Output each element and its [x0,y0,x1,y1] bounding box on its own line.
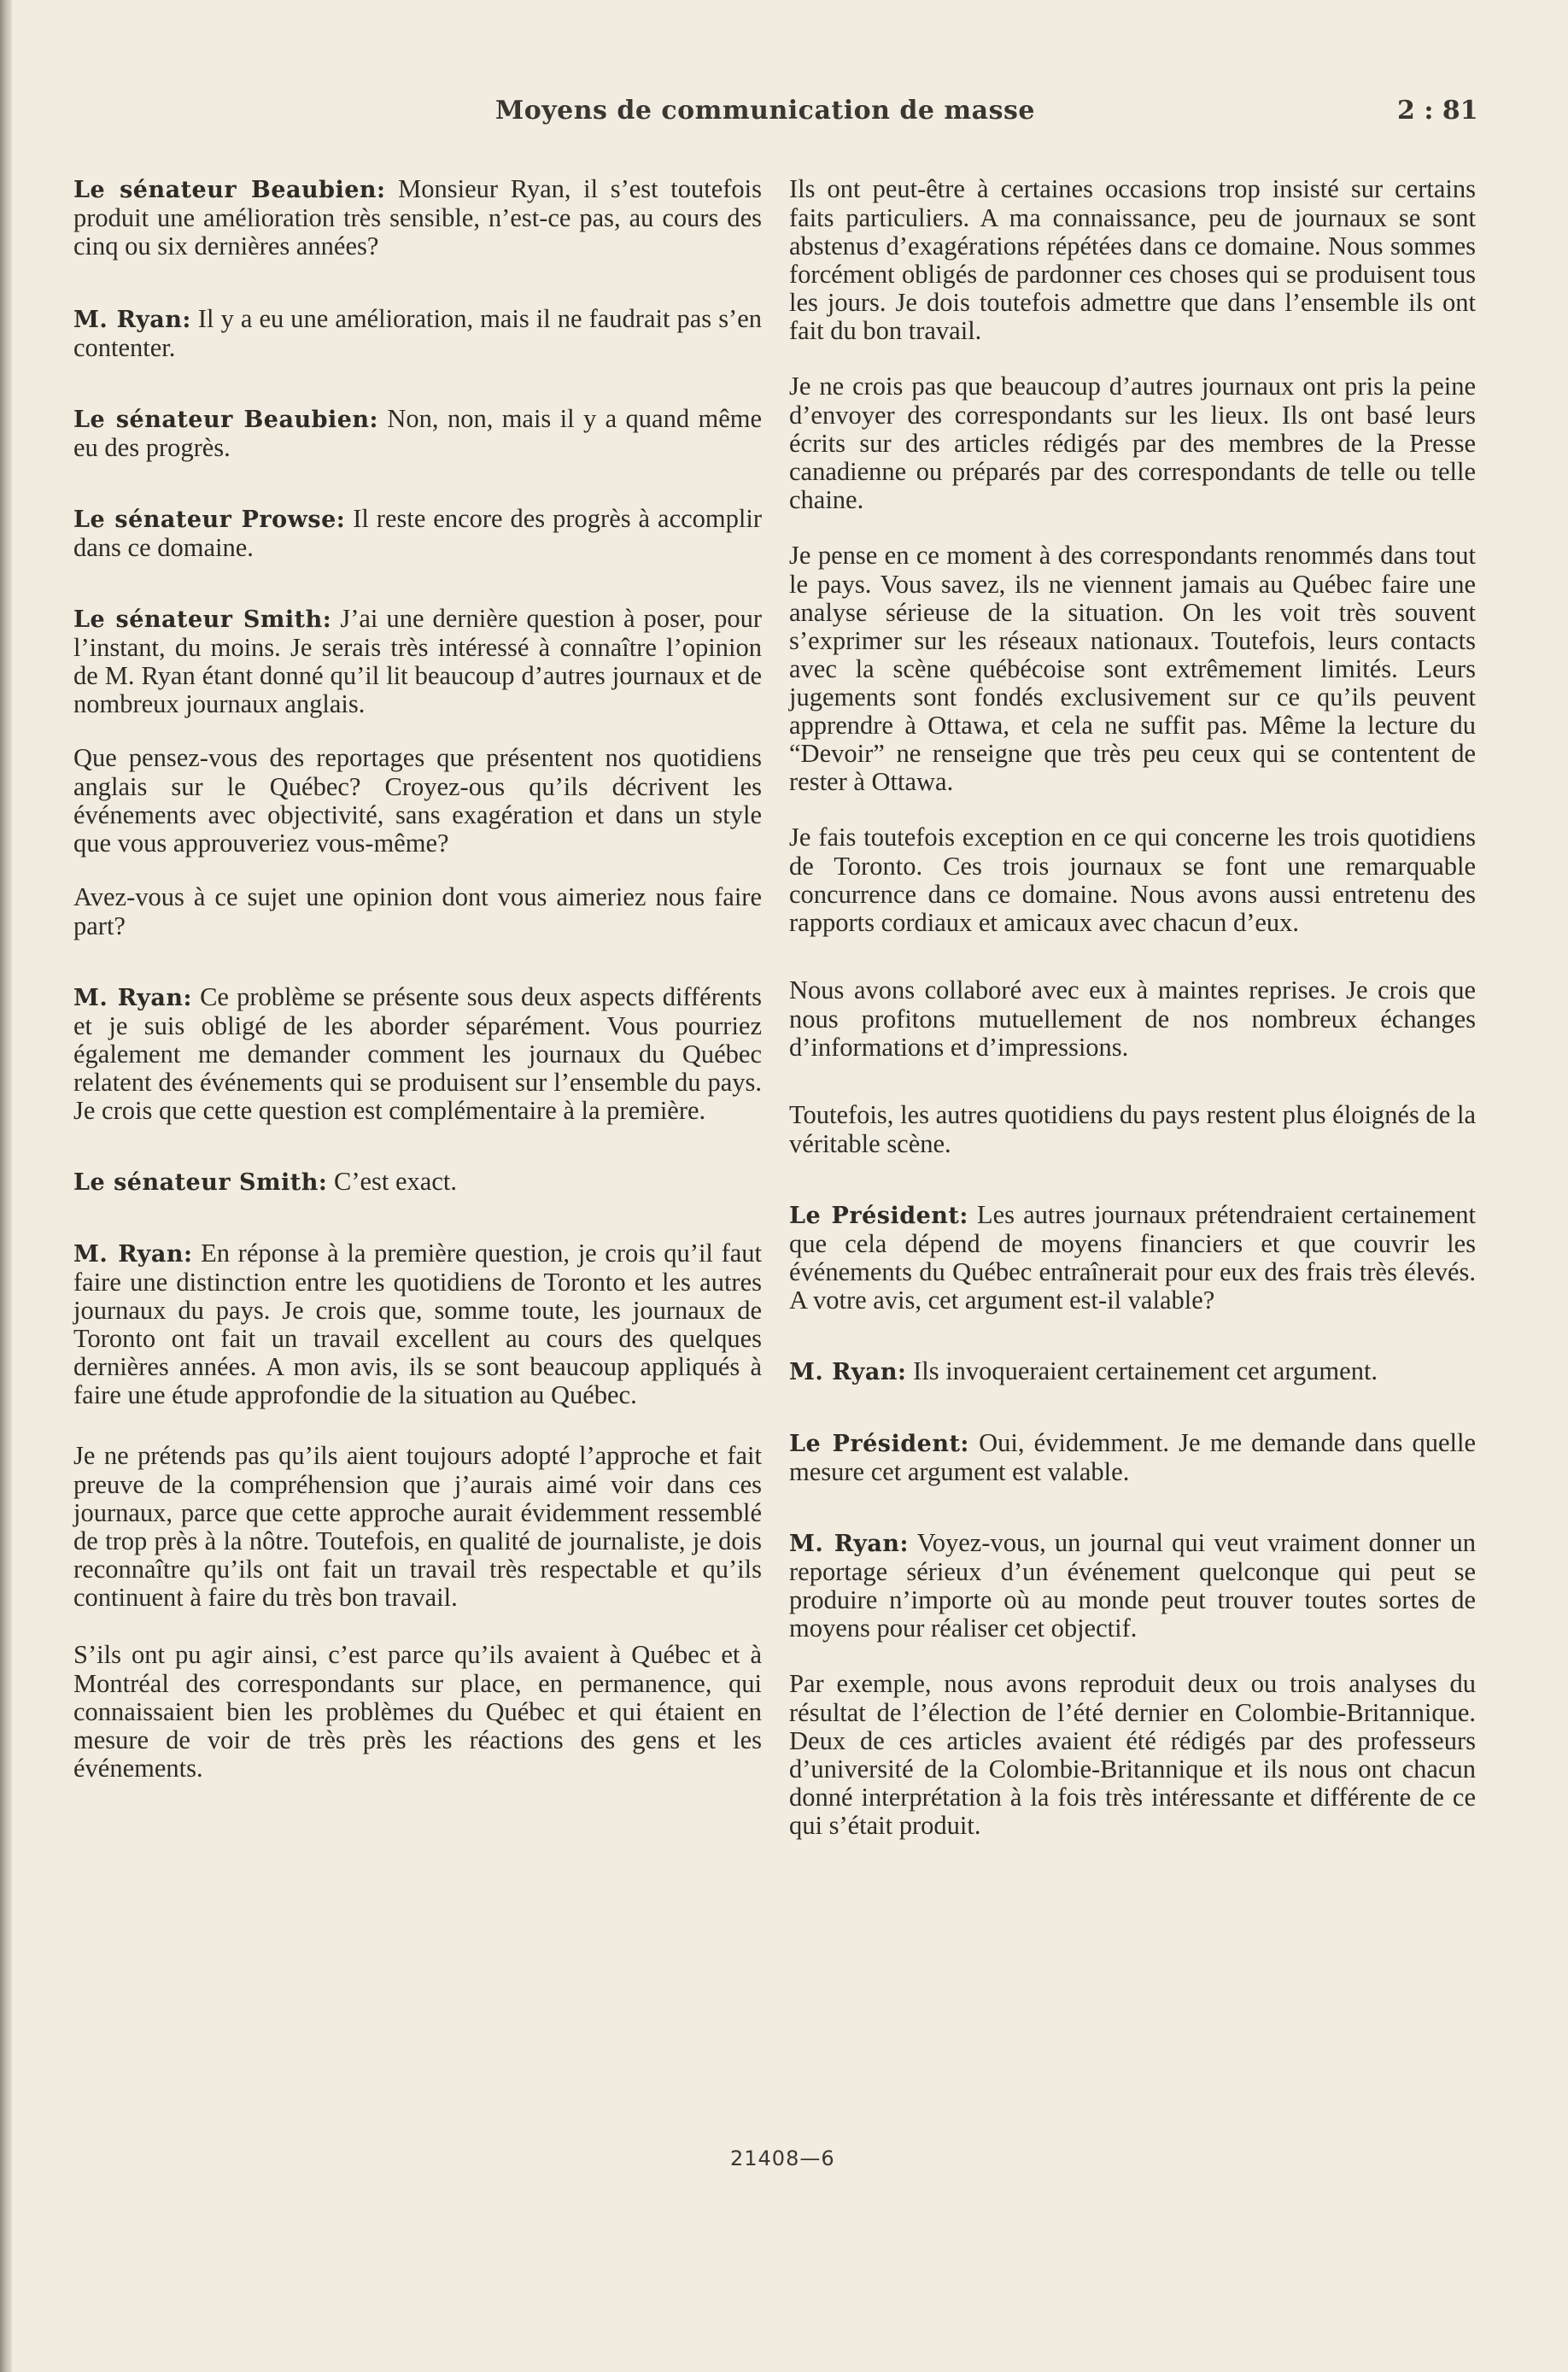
speaker-label: Le sénateur Beaubien: [73,407,379,433]
paragraph-text: Je pense en ce moment à des correspondants renommés dans tout le pays. Vous savez, ils ne viennent jamais au Québec faire une analyse sérieuse de la situation. On les voit très souvent s’exprimer sur les réseaux nationaux. Toutefois, leurs contacts avec la scène québécoise sont extrêmement limités. Leurs jugements sont fondés exclusivement sur ce qu’ils peuvent apprendre à Ottawa, et cela ne suffit pas. Même la lecture du “Devoir” ne renseigne que très peu ceux qui se contentent de rester à Ottawa. [789,541,1476,796]
paragraph-text: Ils invoqueraient certainement cet argument. [906,1356,1378,1385]
running-head-title: Moyens de communication de masse [495,96,1035,126]
paragraph-text: Nous avons collaboré avec eux à maintes reprises. Je crois que nous profitons mutuellement de nos nombreux échanges d’informations et d’impressions. [789,975,1476,1062]
paragraph-text: Je ne prétends pas qu’ils aient toujours adopté l’approche et fait preuve de la compréhension que j’aurais aimé voir dans ces journaux, parce que cette approche aurait évidemment ressemblé de trop près à la nôtre. Toutefois, en qualité de journaliste, je dois reconnaître qu’ils ont fait un travail très respectable et qu’ils continuent à faire du très bon travail. [73,1441,762,1612]
speaker-label: M. Ryan: [73,1241,193,1268]
speaker-label: Le sénateur Prowse: [73,507,346,533]
paragraph [73,1442,762,1612]
paragraph [73,175,762,261]
speaker-label: M. Ryan: [73,307,191,333]
paragraph [789,542,1476,796]
paragraph [73,744,762,858]
speaker-label: Le sénateur Smith: [73,606,332,633]
paragraph-text: Oui, évidemment. Je me demande dans quelle mesure cet argument est valable. [789,1428,1476,1486]
paragraph-text: Ce problème se présente sous deux aspects différents et je suis obligé de les aborder séparément. Vous pourriez également me demander comment les journaux du Québec relatent des événements qui se produisent sur l’ensemble du pays. Je crois que cette question est complémentaire à la première. [73,982,762,1125]
page-binding-edge [0,0,12,2372]
paragraph-text: Je fais toutefois exception en ce qui concerne les trois quotidiens de Toronto. Ces trois journaux se font une remarquable concurrence dans ce domaine. Nous avons aussi entretenu des rapports cordiaux et amicaux avec chacun d’eux. [789,823,1476,937]
paragraph [789,1101,1476,1158]
paragraph [73,505,762,562]
left-column [73,175,762,1783]
paragraph-text: C’est exact. [327,1167,457,1196]
paragraph [73,1641,762,1783]
speaker-label: M. Ryan: [789,1359,907,1385]
speaker-label: Le Président: [789,1203,968,1229]
paragraph [73,605,762,718]
footer-print-code: 21408—6 [730,2147,835,2170]
speaker-label: M. Ryan: [789,1531,909,1557]
paragraph-text: Il reste encore des progrès à accomplir dans ce domaine. [73,504,762,562]
paragraph-text: S’ils ont pu agir ainsi, c’est parce qu’ils avaient à Québec et à Montréal des correspondants sur place, en permanence, qui connaissaient bien les problèmes du Québec et qui étaient en mesure de voir de très près les réactions des gens et les événements. [73,1640,762,1783]
paragraph [789,1429,1476,1486]
speaker-label: Le Président: [789,1431,969,1457]
paragraph [789,1529,1476,1643]
paragraph-text: J’ai une dernière question à poser, pour l’instant, du moins. Je serais très intéressé à connaître l’opinion de M. Ryan étant donné qu’il lit beaucoup d’autres journaux et de nombreux journaux anglais. [73,604,762,718]
paragraph-text: Voyez-vous, un journal qui veut vraiment donner un reportage sérieux d’un événement quelconque qui peut se produire n’importe où au monde peut trouver toutes sortes de moyens pour réaliser cet objectif. [789,1528,1476,1643]
paragraph [73,1239,762,1409]
paragraph-text: Toutefois, les autres quotidiens du pays restent plus éloignés de la véritable scène. [789,1100,1476,1158]
paragraph-text: En réponse à la première question, je crois qu’il faut faire une distinction entre les quotidiens de Toronto et les autres journaux du pays. Je crois que, somme toute, les journaux de Toronto ont fait un travail excellent au cours des quelques dernières années. A mon avis, ils se sont beaucoup appliqués à faire une étude approfondie de la situation au Québec. [73,1239,762,1409]
paragraph [789,823,1476,937]
paragraph [789,976,1476,1062]
paragraph [789,1357,1476,1386]
paragraph-text: Non, non, mais il y a quand même eu des progrès. [73,404,762,462]
paragraph-text: Avez-vous à ce sujet une opinion dont vous aimeriez nous faire part? [73,882,762,940]
paragraph-text: Les autres journaux prétendraient certainement que cela dépend de moyens financiers et que couvrir les événements du Québec entraînerait pour eux des frais très élevés. A votre avis, cet argument est-il valable? [789,1200,1477,1315]
paragraph-text: Monsieur Ryan, il s’est toutefois produit une amélioration très sensible, n’est-ce pas, au cours des cinq ou six dernières années? [73,174,762,261]
paragraph [73,405,762,462]
paragraph [789,372,1476,514]
speaker-label: Le sénateur Smith: [73,1169,328,1196]
paragraph-text: Ils ont peut-être à certaines occasions trop insisté sur certains faits particuliers. A ma connaissance, peu de journaux se sont abstenus d’exagérations répétées dans ce domaine. Nous sommes forcément obligés de pardonner ces choses qui se produisent tous les jours. Je dois toutefois admettre que dans l’ensemble ils ont fait du bon travail. [789,174,1476,345]
paragraph [73,883,762,940]
paragraph-text: Il y a eu une amélioration, mais il ne faudrait pas s’en contenter. [73,304,763,362]
paragraph-text: Je ne crois pas que beaucoup d’autres journaux ont pris la peine d’envoyer des correspondants sur les lieux. Ils ont basé leurs écrits sur des articles rédigés par des membres de la Presse canadienne ou préparés par des correspondants de telle ou telle chaine. [789,372,1476,514]
paragraph [789,175,1476,345]
paragraph-text: Par exemple, nous avons reproduit deux ou trois analyses du résultat de l’élection de l’été dernier en Colombie-Britannique. Deux de ces articles avaient été rédigés par des professeurs d’université de la Colombie-Britannique et ils nous ont chacun donné interprétation à la fois très intéressante et différente de ce qui s’était produit. [789,1669,1476,1840]
paragraph [789,1670,1476,1840]
speaker-label: Le sénateur Beaubien: [73,177,386,203]
speaker-label: M. Ryan: [73,985,192,1011]
right-column [789,175,1476,1840]
paragraph [73,983,762,1125]
page-number: 2 : 81 [1397,96,1478,126]
paragraph-text: Que pensez-vous des reportages que présentent nos quotidiens anglais sur le Québec? Croyez-ous qu’ils décrivent les événements avec objectivité, sans exagération et dans un style que vous approuveriez vous-même? [73,743,762,858]
paragraph [73,1168,762,1197]
paragraph [73,305,762,362]
paragraph [789,1201,1476,1315]
